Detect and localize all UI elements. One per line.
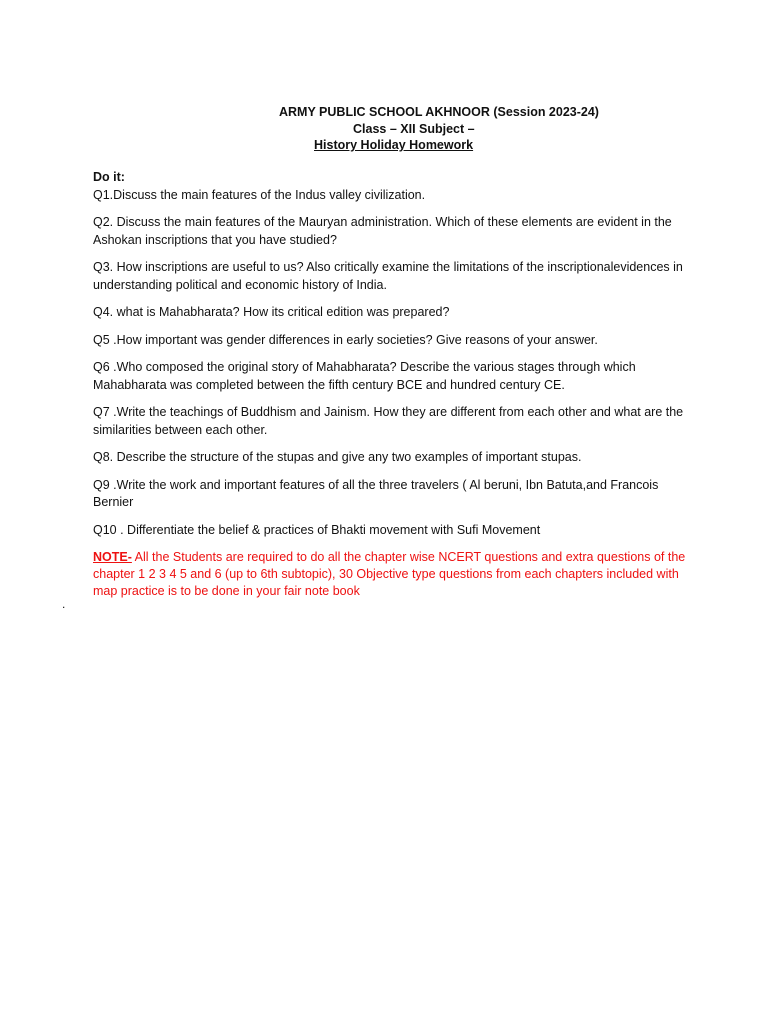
document-header [0,104,768,154]
homework-title: History Holiday Homework [314,138,474,152]
question-4: Q4. what is Mahabharata? How its critical edition was prepared? [93,305,450,319]
question-6: Q6 .Who composed the original story of Mahabharata? Describe the various stages through which Mahabharata was completed between the fifth century BCE and hundred century CE. [93,360,636,392]
question-8: Q8. Describe the structure of the stupas and give any two examples of important stupas. [93,450,582,464]
document-body [93,169,693,613]
note-text: All the Students are required to do all the chapter wise NCERT questions and extra questions of the chapter 1 2 3 4 5 and 6 (up to 6th subtopic), 30 Objective type questions from each chapters included with map practice is to be done in your fair note book [93,550,686,598]
question-2: Q2. Discuss the main features of the Mauryan administration. Which of these elements are evident in the Ashokan inscriptions that you have studied? [93,215,672,247]
stray-mark: . [62,597,66,611]
question-10: Q10 . Differentiate the belief & practices of Bhakti movement with Sufi Movement [93,522,541,537]
class-subject-line: Class – XII Subject – [353,121,475,136]
question-5: Q5 .How important was gender differences in early societies? Give reasons of your answer. [93,332,598,347]
note-paragraph [93,549,693,600]
question-7: Q7 .Write the teachings of Buddhism and Jainism. How they are different from each other and what are the similarities between each other. [93,405,684,437]
question-3: Q3. How inscriptions are useful to us? Also critically examine the limitations of the inscriptionalevidences in understanding political and economic history of India. [93,260,683,292]
do-it-heading: Do it: [93,170,125,184]
question-1: Q1.Discuss the main features of the Indus valley civilization. [93,187,426,202]
note-label: NOTE- [93,550,132,564]
school-title: ARMY PUBLIC SCHOOL AKHNOOR (Session 2023-24) [279,105,599,119]
question-9: Q9 .Write the work and important features of all the three travelers ( Al beruni, Ibn Batuta,and Francois Bernier [93,477,659,509]
